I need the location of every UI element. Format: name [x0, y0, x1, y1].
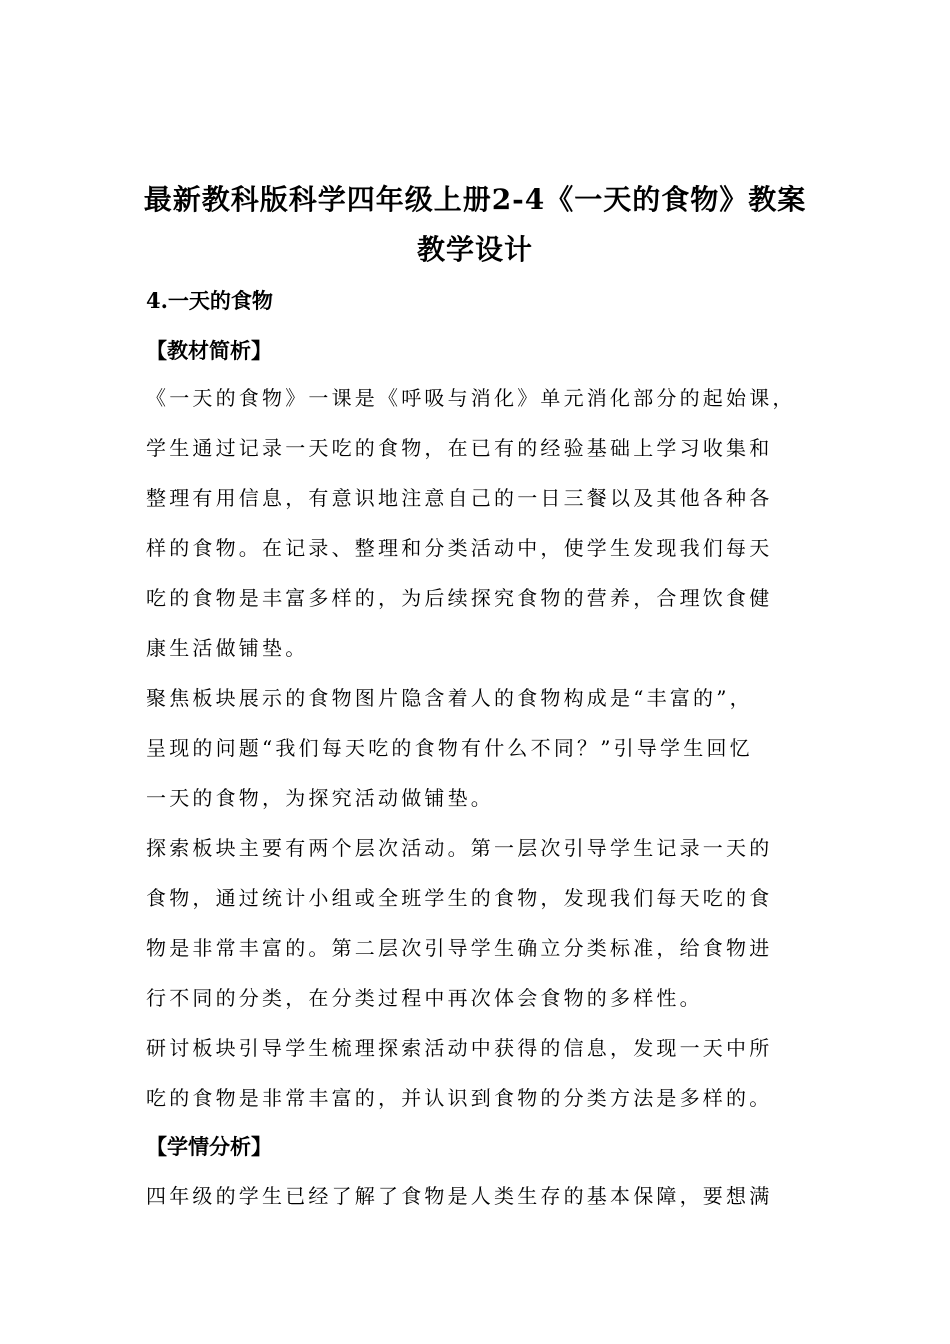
text-line: 吃的食物是丰富多样的，为后续探究食物的营养，合理饮食健 [146, 586, 773, 610]
section-heading-textbook-analysis: 【教材简析】 [146, 338, 272, 363]
text-line: 行不同的分类，在分类过程中再次体会食物的多样性。 [146, 986, 703, 1010]
text-line: 整理有用信息，有意识地注意自己的一日三餐以及其他各种各 [146, 486, 773, 510]
paragraph-textbook-overview [146, 373, 826, 673]
text-line: 物是非常丰富的。第二层次引导学生确立分类标准，给食物进 [146, 936, 773, 960]
paragraph-discussion-section [146, 1023, 826, 1123]
text-line: 四年级的学生已经了解了食物是人类生存的基本保障，要想满 [146, 1184, 773, 1208]
text-line: 呈现的问题“我们每天吃的食物有什么不同？”引导学生回忆 [146, 736, 753, 760]
document-title-line-2: 教学设计 [416, 233, 533, 266]
text-line: 聚焦板块展示的食物图片隐含着人的食物构成是“丰富的”， [146, 686, 753, 710]
paragraph-explore-section [146, 823, 826, 1023]
text-line: 一天的食物，为探究活动做铺垫。 [146, 786, 494, 810]
text-line: 探索板块主要有两个层次活动。第一层次引导学生记录一天的 [146, 836, 773, 860]
paragraph-student-analysis [146, 1171, 826, 1221]
section-heading-student-analysis: 【学情分析】 [146, 1134, 272, 1159]
text-line: 吃的食物是非常丰富的，并认识到食物的分类方法是多样的。 [146, 1086, 773, 1110]
document-title-line-1: 最新教科版科学四年级上册2-4《一天的食物》教案 [143, 183, 807, 216]
text-line: 食物，通过统计小组或全班学生的食物，发现我们每天吃的食 [146, 886, 773, 910]
text-line: 样的食物。在记录、整理和分类活动中，使学生发现我们每天 [146, 536, 773, 560]
text-line: 《一天的食物》一课是《呼吸与消化》单元消化部分的起始课， [146, 386, 796, 410]
lesson-heading: 4.一天的食物 [146, 288, 273, 313]
paragraph-focus-section [146, 673, 826, 823]
text-line: 研讨板块引导学生梳理探索活动中获得的信息，发现一天中所 [146, 1036, 773, 1060]
text-line: 学生通过记录一天吃的食物，在已有的经验基础上学习收集和 [146, 436, 773, 460]
text-line: 康生活做铺垫。 [146, 636, 309, 660]
